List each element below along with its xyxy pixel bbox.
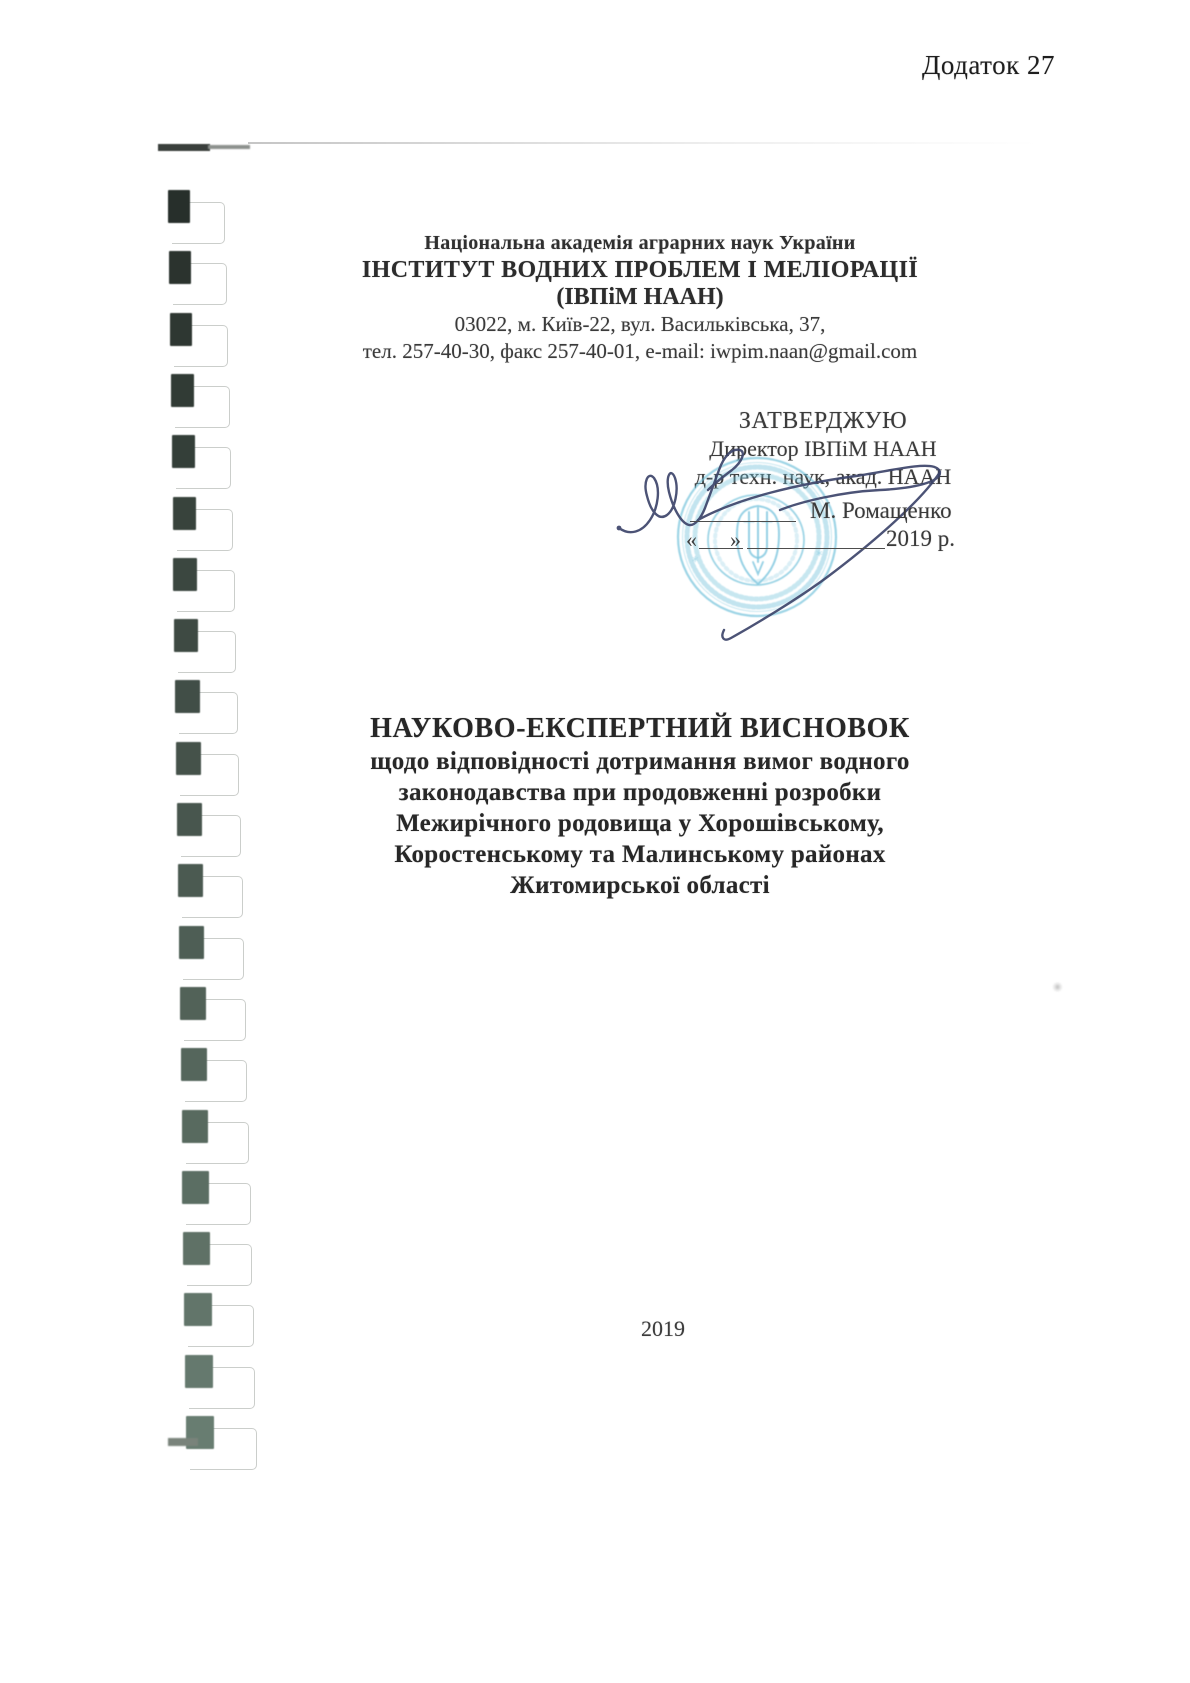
title-line-1: НАУКОВО-ЕКСПЕРТНИЙ ВИСНОВОК	[370, 713, 910, 744]
org-letterhead	[295, 231, 985, 366]
stamp-right-star: *	[816, 549, 823, 564]
org-abbreviation: (ІВПіМ НААН)	[556, 284, 724, 310]
binding-tooth	[177, 803, 202, 836]
title-line-3: законодавства при продовженні розробки	[398, 779, 882, 806]
scan-smudge	[1052, 982, 1063, 992]
org-academy-line: Національна академія аграрних наук України	[424, 232, 856, 254]
title-line-4: Межирічного родовища у Хорошівському,	[396, 810, 884, 837]
binding-tooth	[180, 987, 206, 1020]
date-open-quote: «	[686, 527, 697, 552]
binding-tooth	[168, 190, 190, 223]
binding-tooth	[173, 558, 197, 591]
binding-tooth	[169, 251, 191, 284]
binding-tooth	[172, 435, 195, 468]
title-line-5: Коростенському та Малинському районах	[394, 841, 886, 868]
title-line-2: щодо відповідності дотримання вимог водного	[370, 748, 910, 775]
binding-tooth	[184, 1293, 211, 1326]
binding-tooth	[182, 1110, 209, 1143]
date-close-quote: »	[730, 527, 741, 552]
approval-heading: ЗАТВЕРДЖУЮ	[738, 408, 908, 434]
signature-line	[690, 520, 796, 522]
document-title	[250, 712, 1030, 901]
sheet-top-edge-faint	[248, 142, 1038, 144]
binding-tooth	[173, 497, 197, 530]
binding-tooth	[181, 1048, 207, 1081]
approval-position-line: Директор ІВПіМ НААН	[709, 436, 937, 461]
date-year-suffix: 2019 р.	[886, 526, 955, 551]
org-address: 03022, м. Київ-22, вул. Васильківська, 37,	[454, 312, 826, 336]
binding-tooth	[183, 1232, 210, 1265]
stamp-left-star: *	[692, 555, 699, 570]
binding-tooth	[171, 374, 194, 407]
signee-name: М. Ромащенко	[810, 498, 952, 523]
binding-tooth	[170, 313, 193, 346]
footer-year: 2019	[641, 1316, 685, 1341]
binding-tooth	[178, 864, 203, 897]
binding-tooth	[179, 926, 205, 959]
date-month-line	[747, 547, 885, 549]
binding-tooth	[176, 742, 201, 775]
sheet-top-edge-mid	[208, 145, 250, 149]
binding-tooth	[174, 619, 198, 652]
comb-binding-endcap	[168, 1438, 198, 1446]
binding-tooth	[185, 1355, 213, 1388]
org-institute-line: ІНСТИТУТ ВОДНИХ ПРОБЛЕМ І МЕЛІОРАЦІЇ	[361, 257, 919, 283]
sheet-top-edge-dark	[158, 144, 210, 151]
binding-tooth	[175, 680, 199, 713]
approval-degree-line: д-р техн. наук, акад. НААН	[694, 464, 952, 489]
org-contacts: тел. 257-40-30, факс 257-40-01, e-mail: iwpim.naan@gmail.com	[362, 339, 918, 363]
annex-label: Додаток 27	[922, 50, 1055, 80]
binding-tooth	[182, 1171, 209, 1204]
title-line-6: Житомирської області	[510, 872, 770, 899]
